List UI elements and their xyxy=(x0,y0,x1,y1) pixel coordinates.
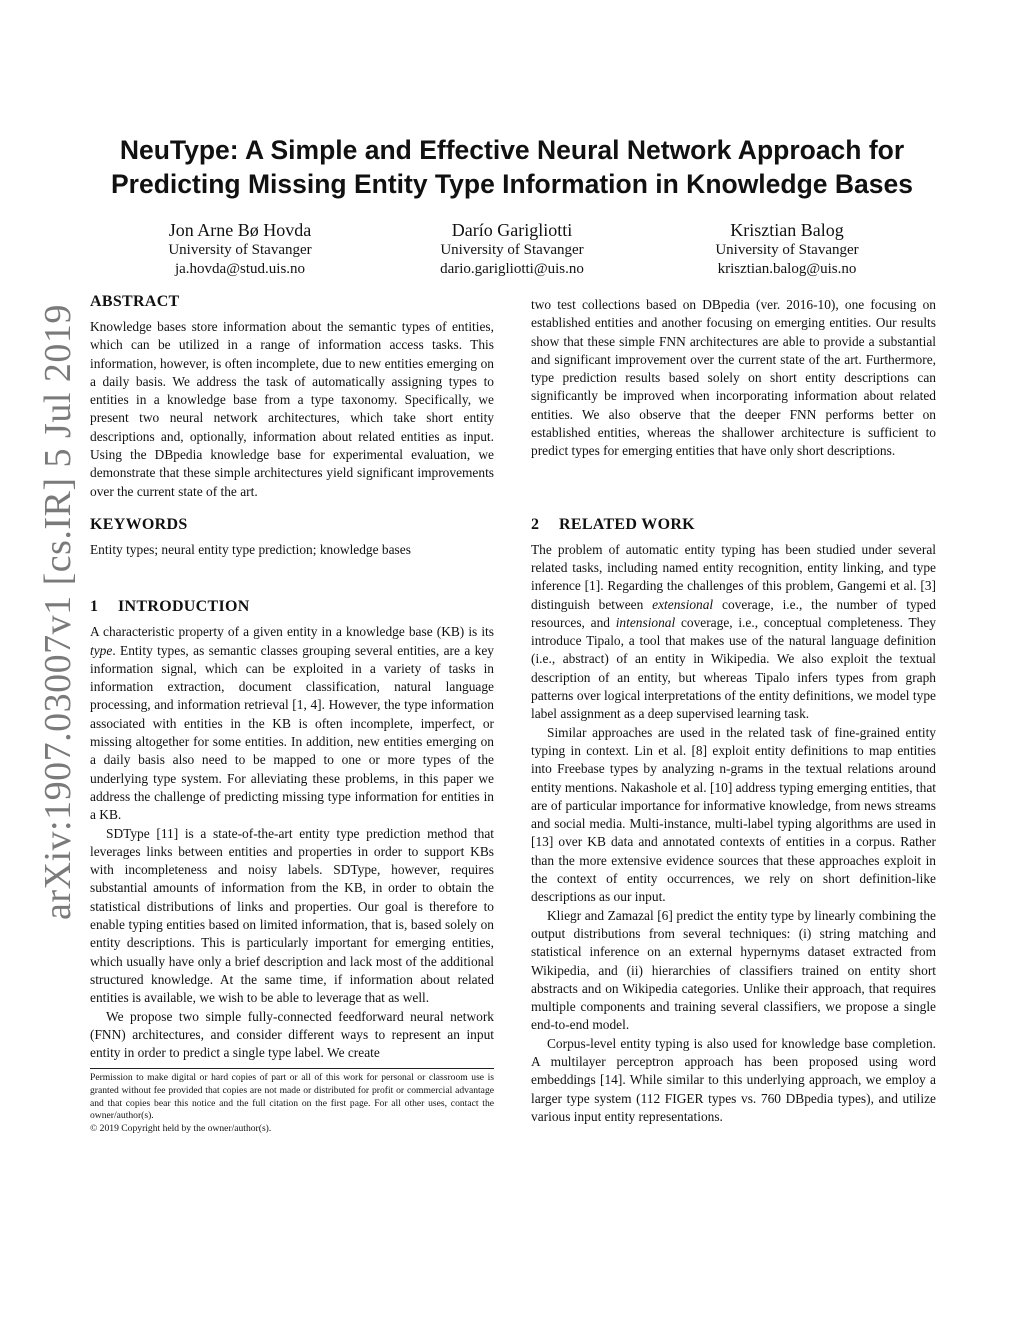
author-name: Jon Arne Bø Hovda xyxy=(168,220,312,240)
author-affiliation: University of Stavanger xyxy=(168,242,312,258)
author-block-2 xyxy=(372,219,652,279)
section-title: RELATED WORK xyxy=(559,515,695,533)
text-run: The problem of automatic entity typing has been studied under several related tasks, including named entity recognition, entity linking, and type inference [1]. Regarding the challenges of this problem, Gangemi et al. [3] distinguish between xyxy=(531,541,936,612)
permission-notice: Permission to make digital or hard copies of part or all of this work for personal or classroom use is granted without fee provided that copies are not made or distributed for profit or commercial advantage and that copies bear this notice and the full citation on the first page. For all other uses, contact the owner/author(s). xyxy=(90,1072,494,1122)
keywords-text: Entity types; neural entity type prediction; knowledge bases xyxy=(90,541,411,557)
abstract-continuation: two test collections based on DBpedia (ver. 2016-10), one focusing on established entities and another focusing on emerging entities. Our results show that these simple FNN architectures are able to provide a substantial and significant improvement over the current state of the art. Furthermore, type prediction results based solely on short entity descriptions can significantly be improved when incorporating information about related entities. We also observe that the deeper FNN performs better on established entities, whereas the shallower architecture is sufficient to predict types for emerging entities that have only short descriptions. xyxy=(531,297,936,459)
footnote-divider xyxy=(90,1068,494,1069)
text-run: coverage, i.e., the number of typed resources, and xyxy=(531,596,936,630)
emphasis-text: intensional xyxy=(615,614,676,630)
author-name: Darío Garigliotti xyxy=(451,220,573,240)
introduction-heading xyxy=(90,597,494,617)
related-paragraph-2: Similar approaches are used in the related task of fine-grained entity typing in context. Lin et al. [8] exploit entity definitions to map entities into Freebase types by analyzing n-grams in the textual relations around entity mentions. Nakashole et al. [10] address typing emerging entities, that are of particular importance for informative knowledge, from news streams and social media. Multi-instance, multi-label typing algorithms are used in [13] over KB data and annotated contexts of entities in a corpus. Rather than the more extensive evidence sources that these approaches exploit in the context of entity occurrences, we rely on short definition-like descriptions as our input. xyxy=(531,724,936,905)
text-run: coverage, i.e., conceptual completeness. They introduce Tipalo, a tool that makes use of the natural language definition (i.e., abstract) of an entity in Wikipedia. We also exploit the textual description of an entity, but whereas Tipalo infers types from graph patterns over logical interpretations of the entity definitions, we model type label assignment as a deep supervised learning task. xyxy=(531,614,936,722)
related-work-heading xyxy=(531,515,936,535)
section-number: 1 xyxy=(90,598,99,616)
section-title: INTRODUCTION xyxy=(118,598,250,616)
author-name: Krisztian Balog xyxy=(730,220,844,240)
intro-paragraph-3: We propose two simple fully-connected feedforward neural network (FNN) architectures, and consider different ways to represent an input entity in order to predict a single type label. We create xyxy=(90,1008,494,1061)
abstract-heading: ABSTRACT xyxy=(90,293,180,310)
author-email: dario.garigliotti@uis.no xyxy=(440,261,584,277)
copyright-notice: © 2019 Copyright held by the owner/author(s). xyxy=(90,1122,272,1134)
arxiv-identifier-stamp: arXiv:1907.03007v1 [cs.IR] 5 Jul 2019 xyxy=(37,304,79,920)
keywords-heading: KEYWORDS xyxy=(90,515,188,533)
left-column xyxy=(90,292,494,1135)
author-affiliation: University of Stavanger xyxy=(440,242,584,258)
related-paragraph-4: Corpus-level entity typing is also used for knowledge base completion. A multilayer perceptron approach has been proposed using word embeddings [14]. While similar to this underlying approach, we employ a larger type system (112 FIGER types vs. 760 DBpedia types), and utilize various input entity representations. xyxy=(531,1035,936,1124)
author-block-1 xyxy=(100,219,380,279)
related-paragraph-3: Kliegr and Zamazal [6] predict the entity type by linearly combining the output distributions from several techniques: (i) string matching and statistical inference on an external hypernyms dataset extracted from Wikipedia, and (ii) hierarchies of classifiers trained on entity short abstracts and on Wikipedia categories. Unlike their approach, that requires multiple components and training several classifiers, we propose a single end-to-end model. xyxy=(531,907,936,1033)
related-paragraph-1 xyxy=(531,541,936,724)
right-column xyxy=(531,296,936,1126)
intro-paragraph-2: SDType [11] is a state-of-the-art entity type prediction method that leverages links between entities and properties in order to support KBs with incompleteness and noisy labels. SDType, however, requires substantial amounts of information from the KB, in order to obtain the statistical distributions of links and properties. Our goal is therefore to enable typing entities based on limited information, that is, based solely on entity descriptions. This is particularly important for emerging entities, which usually have only a brief description and lack most of the additional structured knowledge. At the same time, if information about related entities is available, we wish to be able to leverage that as well. xyxy=(90,825,494,1006)
text-run: . Entity types, as semantic classes grouping several entities, are a key information signal, which can be exploited in a variety of tasks in information extraction, document classification, natural language processing, and information retrieval [1, 4]. However, the type information associated with entities in the KB is often incomplete, imperfect, or missing altogether for some entities. In addition, new entities emerging on a daily basis also need to be mapped to one or more types of the underlying type system. For alleviating these problems, in this paper we address the challenge of predicting missing type information for entities in a KB. xyxy=(90,642,494,823)
abstract-text: Knowledge bases store information about the semantic types of entities, which can be utilized in a range of information access tasks. This information, however, is often incomplete, due to new entities emerging on a daily basis. We address the task of automatically assigning types to entities in a knowledge base from a type taxonomy. Specifically, we present two neural network architectures, which take short entity descriptions and, optionally, information about related entities as input. Using the DBpedia knowledge base for experimental evaluation, we demonstrate that these simple architectures yield significant improvements over the current state of the art. xyxy=(90,319,494,499)
author-affiliation: University of Stavanger xyxy=(715,242,859,258)
author-email: ja.hovda@stud.uis.no xyxy=(174,261,306,277)
section-number: 2 xyxy=(531,515,540,533)
intro-paragraph-1 xyxy=(90,623,494,824)
author-email: krisztian.balog@uis.no xyxy=(717,261,857,277)
text-run: A characteristic property of a given entity in a knowledge base (KB) is its xyxy=(90,624,494,640)
paper-title: NeuType: A Simple and Effective Neural Network Approach for Predicting Missing Entity Type Information in Knowledge Bases xyxy=(111,135,913,199)
author-block-3 xyxy=(647,219,927,279)
emphasis-text: type xyxy=(90,642,113,658)
emphasis-text: extensional xyxy=(652,596,714,612)
